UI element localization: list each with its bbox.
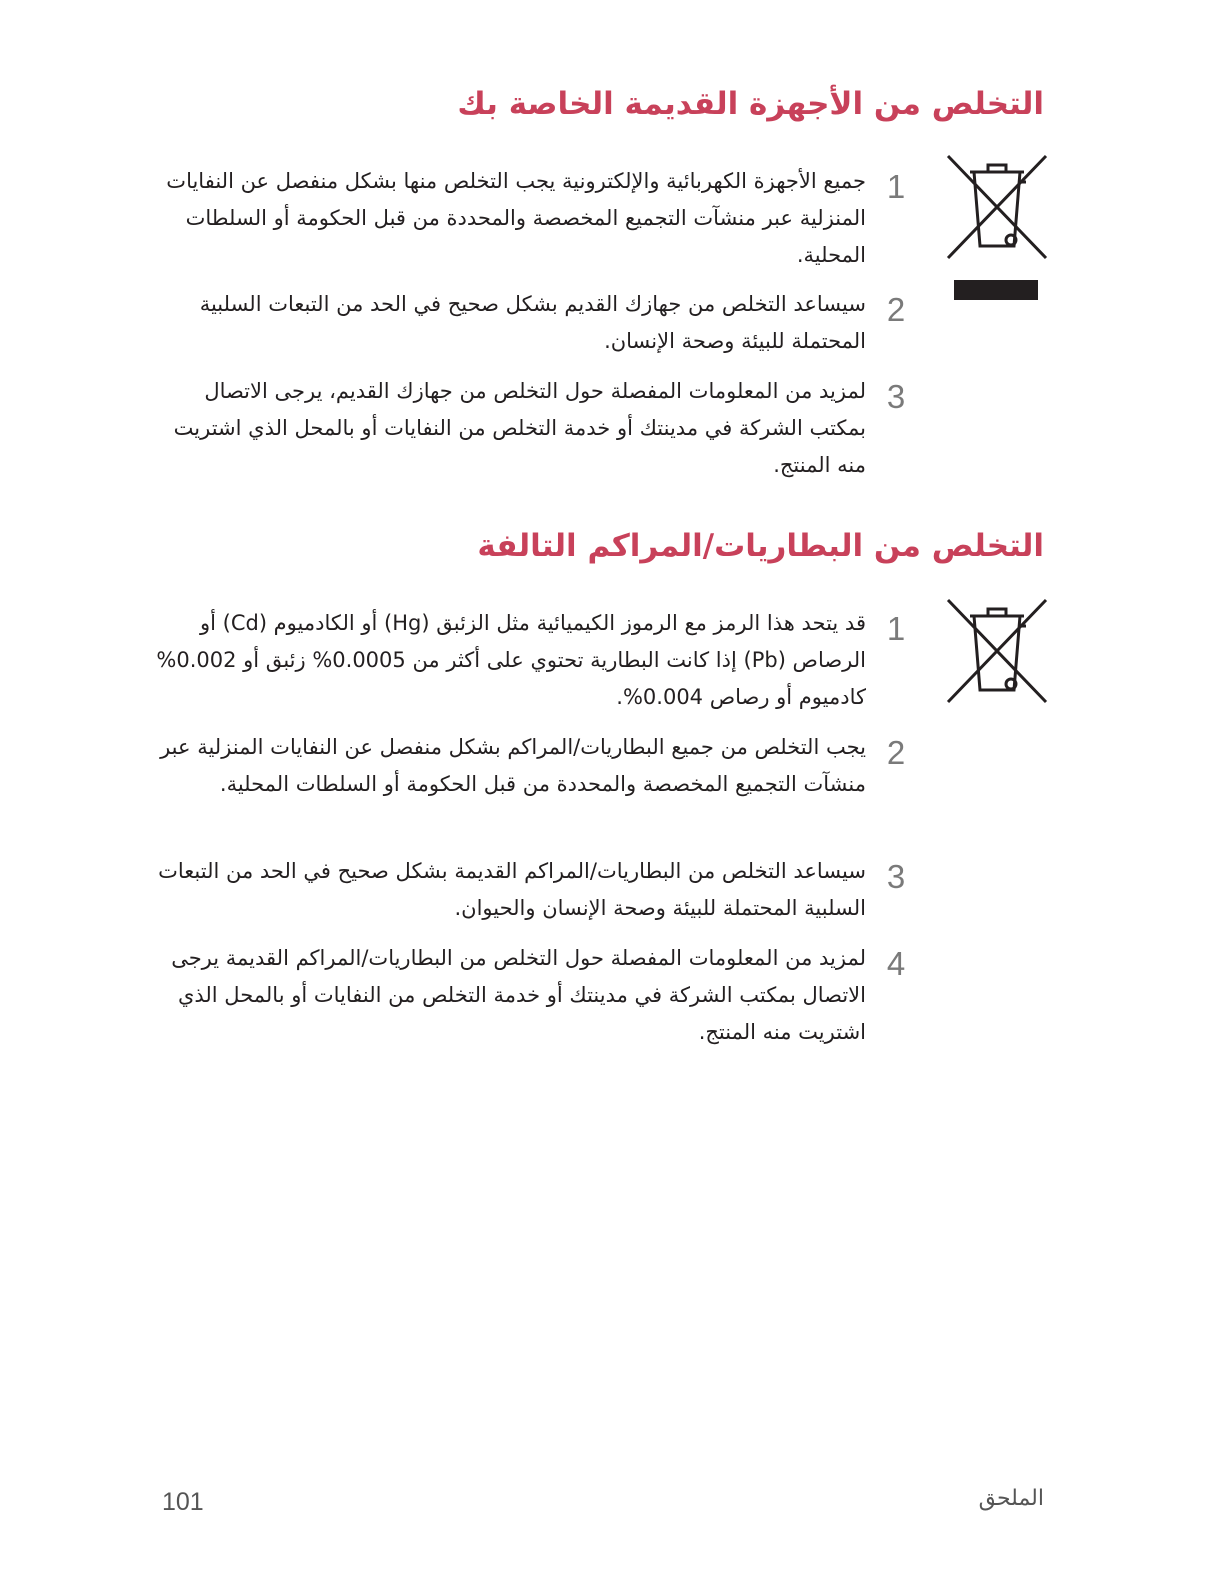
crossed-out-wheelie-bin-icon (944, 594, 1050, 706)
page-number: 101 (162, 1488, 204, 1516)
item-text: قد يتحد هذا الرمز مع الرموز الكيميائية مثل الزئبق (Hg) أو الكادميوم (Cd) أو الرصاص (Pb) إذا كانت البطارية تحتوي على أكثر من 0.0005% زئبق أو 0.002% كادميوم أو رصاص 0.004%. (156, 611, 866, 709)
section-1-title: التخلص من الأجهزة القديمة الخاصة بك (457, 86, 1044, 122)
item-text: سيساعد التخلص من جهازك القديم بشكل صحيح في الحد من التبعات السلبية المحتملة للبيئة وصحة الإنسان. (199, 292, 866, 353)
list-item (150, 373, 910, 483)
section-2-title: التخلص من البطاريات/المراكم التالفة (477, 528, 1044, 564)
list-item (150, 163, 910, 273)
list-item (150, 729, 910, 839)
item-text: جميع الأجهزة الكهربائية والإلكترونية يجب التخلص منها بشكل منفصل عن النفايات المنزلية عبر منشآت التجميع المخصصة والمحددة من قبل الحكومة أو السلطات المحلية. (166, 169, 866, 267)
item-number: 3 (886, 858, 906, 895)
item-text: لمزيد من المعلومات المفصلة حول التخلص من البطاريات/المراكم القديمة يرجى الاتصال بمكتب الشركة في مدينتك أو خدمة التخلص من النفايات أو بالمحل الذي اشتريت منه المنتج. (171, 946, 866, 1044)
list-item (150, 605, 910, 715)
item-number: 2 (886, 734, 906, 771)
item-number: 1 (886, 168, 906, 205)
item-number: 1 (886, 610, 906, 647)
crossed-out-wheelie-bin-icon (944, 150, 1050, 302)
item-text: لمزيد من المعلومات المفصلة حول التخلص من جهازك القديم، يرجى الاتصال بمكتب الشركة في مدينتك أو خدمة التخلص من النفايات أو بالمحل الذي اشتريت منه المنتج. (173, 379, 866, 477)
item-text: سيساعد التخلص من البطاريات/المراكم القديمة بشكل صحيح في الحد من التبعات السلبية المحتملة للبيئة وصحة الإنسان والحيوان. (158, 859, 866, 920)
item-number: 2 (886, 291, 906, 328)
section-name: الملحق (978, 1486, 1044, 1511)
item-text: يجب التخلص من جميع البطاريات/المراكم بشكل منفصل عن النفايات المنزلية عبر منشآت التجميع المخصصة والمحددة من قبل الحكومة أو السلطات المحلية. (160, 735, 866, 796)
list-item (150, 940, 910, 1050)
item-number: 3 (886, 378, 906, 415)
item-number: 4 (886, 945, 906, 982)
